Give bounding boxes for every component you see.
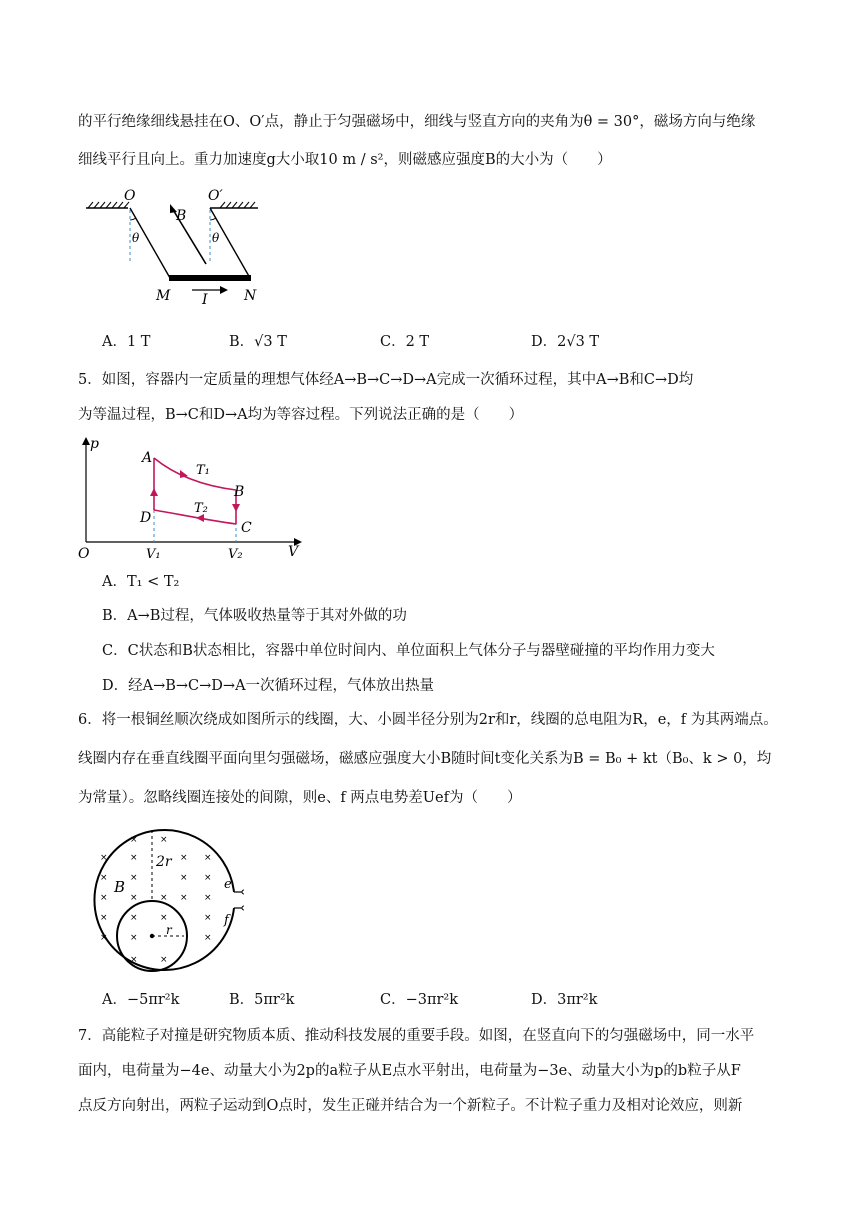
svg-text:×: ×: [180, 893, 188, 903]
q6-text-line3: 为常量）。忽略线圈连接处的间隙，则e、f 两点电势差Uef为（ ）: [78, 790, 522, 806]
svg-text:×: ×: [130, 873, 138, 883]
label-M: M: [156, 288, 171, 304]
svg-text:×: ×: [204, 913, 212, 923]
q6-text-line1: 6．将一根铜丝顺次绕成如图所示的线圈，大、小圆半径分别为2r和r，线圈的总电阻为R，e，f 为其两端点。: [78, 712, 778, 728]
q5-figure-pv-diagram: [76, 432, 306, 564]
origin-label-O: O: [78, 546, 90, 562]
svg-text:×: ×: [160, 835, 168, 845]
q6-option-c: C．−3πr²k: [380, 992, 459, 1008]
q6-option-a: A．−5πr²k: [102, 992, 180, 1008]
q5-option-d: D．经A→B→C→D→A一次循环过程，气体放出热量: [102, 678, 435, 694]
label-e: e: [224, 877, 232, 892]
q4-figure-hanging-rod: [80, 186, 270, 306]
svg-text:×: ×: [160, 893, 168, 903]
label-B: B: [176, 208, 187, 224]
svg-text:×: ×: [130, 913, 138, 923]
q5-text-line1: 5．如图，容器内一定质量的理想气体经A→B→C→D→A完成一次循环过程，其中A→B和C→D均: [78, 372, 694, 388]
q5-option-c: C．C状态和B状态相比，容器中单位时间内、单位面积上气体分子与器壁碰撞的平均作用力变大: [102, 643, 715, 659]
svg-text:×: ×: [100, 913, 108, 923]
label-B: B: [114, 878, 126, 896]
label-theta-right: θ: [212, 231, 220, 245]
q5-option-b: B．A→B过程，气体吸收热量等于其对外做的功: [102, 608, 407, 624]
q4-option-d: D．2√3 T: [531, 334, 600, 350]
point-label-C: C: [241, 520, 252, 536]
svg-text:×: ×: [130, 853, 138, 863]
volume-label-V1: V₁: [146, 547, 161, 562]
q4-option-a: A．1 T: [102, 334, 151, 350]
q6-option-d: D．3πr²k: [531, 992, 598, 1008]
q6-text-line2: 线圈内存在垂直线圈平面向里匀强磁场，磁感应强度大小B随时间t变化关系为B = B₀ + kt（B₀、k > 0，均: [78, 751, 772, 767]
curve-label-T2: T₂: [194, 501, 208, 516]
q6-option-b: B．5πr²k: [229, 992, 295, 1008]
q7-text-line3: 点反方向射出，两粒子运动到O点时，发生正碰并结合为一个新粒子。不计粒子重力及相对论效应，则新: [78, 1098, 743, 1114]
svg-text:×: ×: [100, 893, 108, 903]
svg-text:×: ×: [204, 893, 212, 903]
label-O-prime: O′: [208, 188, 223, 204]
volume-label-V2: V₂: [228, 547, 243, 562]
q5-text-line2: 为等温过程，B→C和D→A均为等容过程。下列说法正确的是（ ）: [78, 407, 524, 423]
q7-text-line2: 面内，电荷量为−4e、动量大小为2p的a粒子从E点水平射出，电荷量为−3e、动量大小为p的b粒子从F: [78, 1063, 741, 1079]
axis-label-p: p: [90, 436, 99, 452]
axis-label-V: V: [288, 544, 299, 560]
label-r: r: [166, 923, 172, 937]
svg-text:×: ×: [204, 853, 212, 863]
svg-text:×: ×: [100, 873, 108, 883]
svg-text:×: ×: [160, 913, 168, 923]
svg-text:×: ×: [130, 893, 138, 903]
label-I: I: [202, 292, 208, 306]
label-f: f: [224, 913, 229, 928]
q4-text-line2: 细线平行且向上。重力加速度g大小取10 m / s²，则磁感应强度B的大小为（ ）: [78, 152, 612, 168]
label-O: O: [124, 188, 136, 204]
svg-text:×: ×: [130, 835, 138, 845]
q7-text-line1: 7．高能粒子对撞是研究物质本质、推动科技发展的重要手段。如图，在竖直向下的匀强磁场中，同一水平: [78, 1028, 755, 1044]
label-theta-left: θ: [132, 231, 140, 245]
point-label-B: B: [234, 484, 245, 500]
point-label-A: A: [142, 450, 153, 466]
q6-figure-coil: [84, 820, 244, 980]
label-2r: 2r: [156, 854, 172, 870]
point-label-D: D: [140, 510, 152, 526]
label-N: N: [244, 288, 257, 304]
svg-text:×: ×: [130, 933, 138, 943]
svg-text:×: ×: [100, 853, 108, 863]
q5-option-a: A．T₁ < T₂: [102, 574, 180, 590]
svg-text:×: ×: [160, 955, 168, 965]
q4-text-line1: 的平行绝缘细线悬挂在O、O′点，静止于匀强磁场中，细线与竖直方向的夹角为θ = 30°，磁场方向与绝缘: [78, 114, 756, 130]
svg-text:×: ×: [204, 933, 212, 943]
q4-option-c: C．2 T: [380, 334, 430, 350]
svg-text:×: ×: [180, 853, 188, 863]
svg-text:×: ×: [100, 933, 108, 943]
svg-text:×: ×: [130, 955, 138, 965]
curve-label-T1: T₁: [196, 463, 210, 478]
svg-text:×: ×: [204, 873, 212, 883]
svg-text:×: ×: [180, 873, 188, 883]
q4-option-b: B．√3 T: [229, 334, 287, 350]
